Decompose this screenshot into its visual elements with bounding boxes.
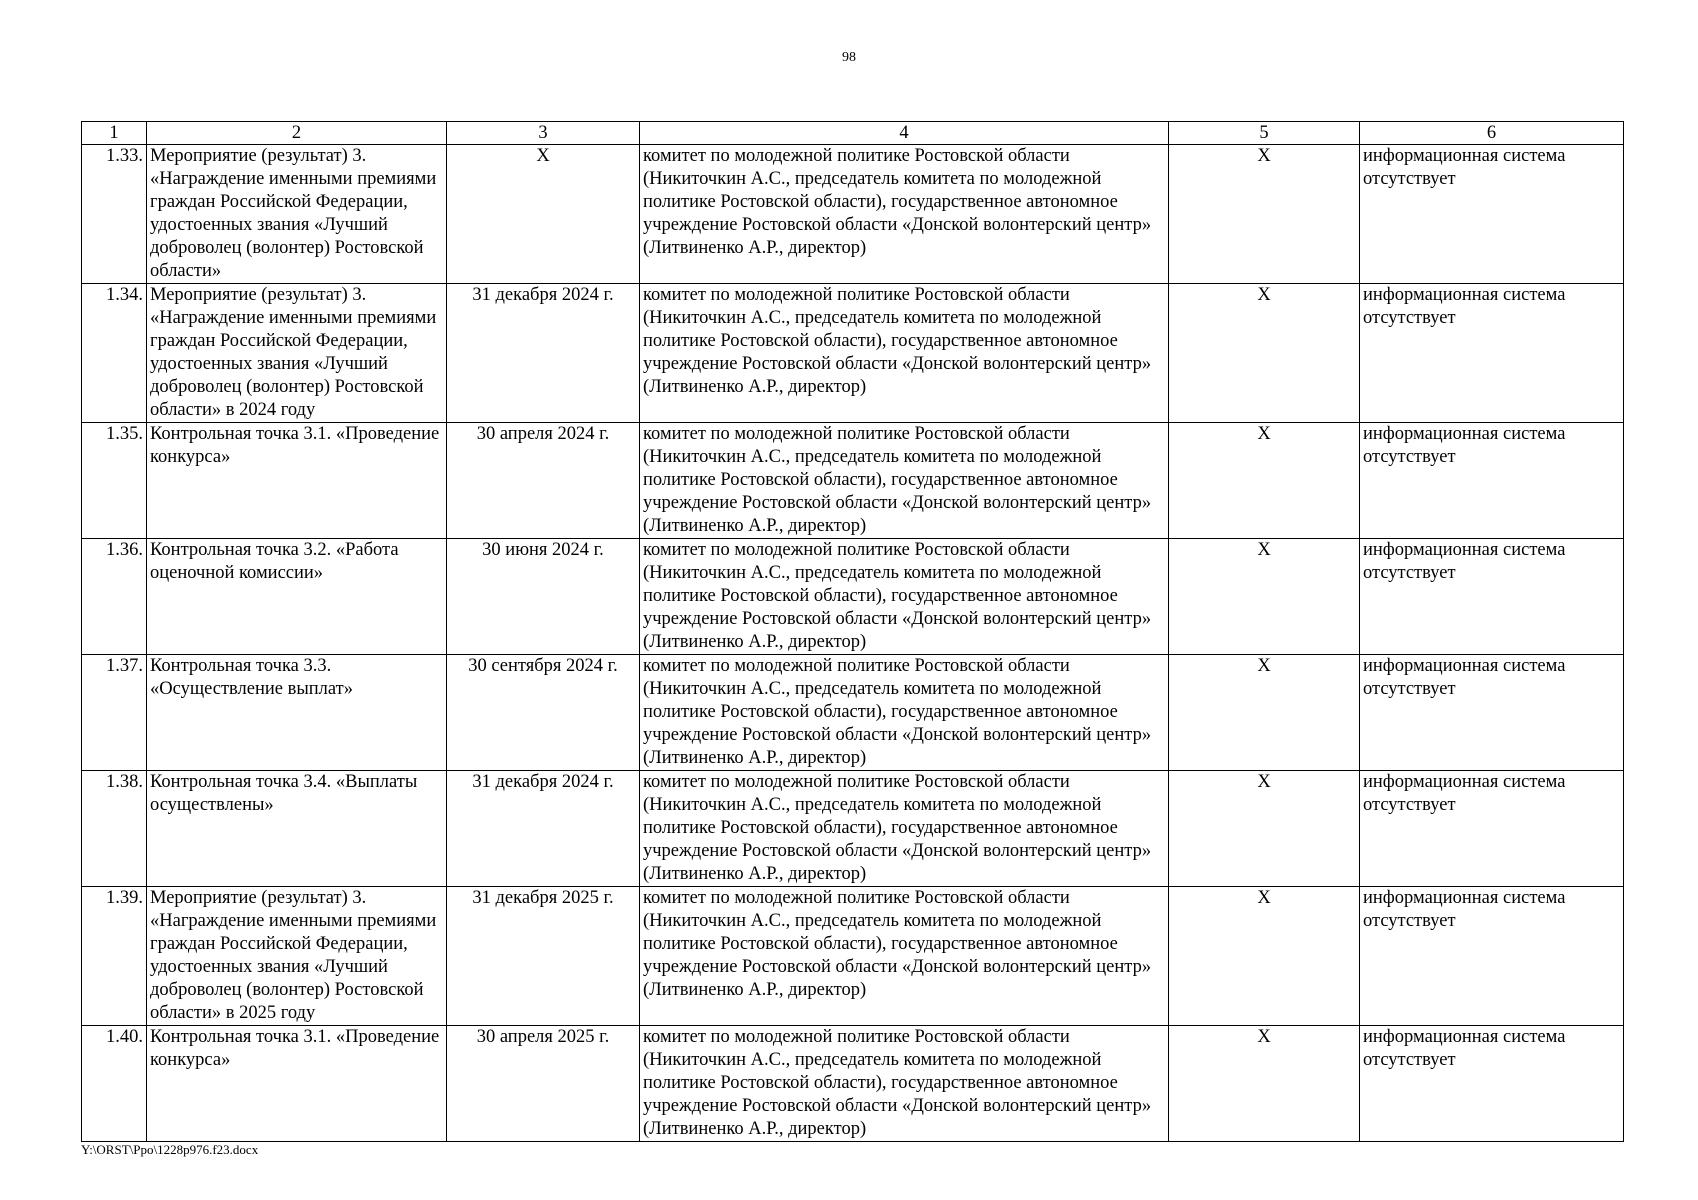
event-name-cell: Мероприятие (результат) 3. «Награждение именными премиями граждан Российской Федерации, удостоенных звания «Лучший доброволец (волонтер) Ростовской области» в 2025 году <box>147 887 447 1026</box>
table-row <box>82 284 1624 423</box>
column-header-5: 5 <box>1169 122 1360 145</box>
column-header-2: 2 <box>147 122 447 145</box>
table-row <box>82 887 1624 1026</box>
deadline-cell: 31 декабря 2024 г. <box>447 771 640 887</box>
row-number-cell: 1.34. <box>82 284 147 423</box>
responsible-cell: комитет по молодежной политике Ростовской области (Никиточкин А.С., председатель комитета по молодежной политике Ростовской области), государственное автономное учреждение Ростовской области «Донской волонтерский центр» (Литвиненко А.Р., директор) <box>640 284 1169 423</box>
event-name-cell: Контрольная точка 3.1. «Проведение конкурса» <box>147 1026 447 1142</box>
document-mark-cell: X <box>1169 1026 1360 1142</box>
document-mark-cell: X <box>1169 539 1360 655</box>
column-header-1: 1 <box>82 122 147 145</box>
document-mark-cell: X <box>1169 145 1360 284</box>
document-mark-cell: X <box>1169 423 1360 539</box>
event-name-cell: Контрольная точка 3.1. «Проведение конкурса» <box>147 423 447 539</box>
info-system-cell: информационная система отсутствует <box>1360 145 1624 284</box>
event-name-cell: Контрольная точка 3.2. «Работа оценочной комиссии» <box>147 539 447 655</box>
document-mark-cell: X <box>1169 284 1360 423</box>
responsible-cell: комитет по молодежной политике Ростовской области (Никиточкин А.С., председатель комитета по молодежной политике Ростовской области), государственное автономное учреждение Ростовской области «Донской волонтерский центр» (Литвиненко А.Р., директор) <box>640 655 1169 771</box>
column-header-3: 3 <box>447 122 640 145</box>
info-system-cell: информационная система отсутствует <box>1360 423 1624 539</box>
row-number-cell: 1.33. <box>82 145 147 284</box>
event-name-cell: Контрольная точка 3.3. «Осуществление выплат» <box>147 655 447 771</box>
responsible-cell: комитет по молодежной политике Ростовской области (Никиточкин А.С., председатель комитета по молодежной политике Ростовской области), государственное автономное учреждение Ростовской области «Донской волонтерский центр» (Литвиненко А.Р., директор) <box>640 887 1169 1026</box>
event-name-cell: Мероприятие (результат) 3. «Награждение именными премиями граждан Российской Федерации, удостоенных звания «Лучший доброволец (волонтер) Ростовской области» <box>147 145 447 284</box>
deadline-cell: 31 декабря 2024 г. <box>447 284 640 423</box>
info-system-cell: информационная система отсутствует <box>1360 887 1624 1026</box>
event-name-cell: Мероприятие (результат) 3. «Награждение именными премиями граждан Российской Федерации, удостоенных звания «Лучший доброволец (волонтер) Ростовской области» в 2024 году <box>147 284 447 423</box>
document-mark-cell: X <box>1169 887 1360 1026</box>
event-name-cell: Контрольная точка 3.4. «Выплаты осуществлены» <box>147 771 447 887</box>
table-row <box>82 423 1624 539</box>
table-header-row <box>82 122 1624 145</box>
table-row <box>82 145 1624 284</box>
responsible-cell: комитет по молодежной политике Ростовской области (Никиточкин А.С., председатель комитета по молодежной политике Ростовской области), государственное автономное учреждение Ростовской области «Донской волонтерский центр» (Литвиненко А.Р., директор) <box>640 423 1169 539</box>
row-number-cell: 1.37. <box>82 655 147 771</box>
table-body <box>82 122 1624 1142</box>
deadline-cell: 30 апреля 2025 г. <box>447 1026 640 1142</box>
info-system-cell: информационная система отсутствует <box>1360 771 1624 887</box>
deadline-cell: X <box>447 145 640 284</box>
table-row <box>82 1026 1624 1142</box>
row-number-cell: 1.36. <box>82 539 147 655</box>
deadline-cell: 30 сентября 2024 г. <box>447 655 640 771</box>
table-row <box>82 539 1624 655</box>
info-system-cell: информационная система отсутствует <box>1360 284 1624 423</box>
page-number: 98 <box>842 50 856 65</box>
column-header-4: 4 <box>640 122 1169 145</box>
info-system-cell: информационная система отсутствует <box>1360 655 1624 771</box>
deadline-cell: 31 декабря 2025 г. <box>447 887 640 1026</box>
document-mark-cell: X <box>1169 655 1360 771</box>
row-number-cell: 1.39. <box>82 887 147 1026</box>
row-number-cell: 1.38. <box>82 771 147 887</box>
responsible-cell: комитет по молодежной политике Ростовской области (Никиточкин А.С., председатель комитета по молодежной политике Ростовской области), государственное автономное учреждение Ростовской области «Донской волонтерский центр» (Литвиненко А.Р., директор) <box>640 145 1169 284</box>
info-system-cell: информационная система отсутствует <box>1360 539 1624 655</box>
deadline-cell: 30 июня 2024 г. <box>447 539 640 655</box>
row-number-cell: 1.35. <box>82 423 147 539</box>
row-number-cell: 1.40. <box>82 1026 147 1142</box>
deadline-cell: 30 апреля 2024 г. <box>447 423 640 539</box>
responsible-cell: комитет по молодежной политике Ростовской области (Никиточкин А.С., председатель комитета по молодежной политике Ростовской области), государственное автономное учреждение Ростовской области «Донской волонтерский центр» (Литвиненко А.Р., директор) <box>640 771 1169 887</box>
plan-table <box>81 121 1624 1142</box>
table-row <box>82 771 1624 887</box>
responsible-cell: комитет по молодежной политике Ростовской области (Никиточкин А.С., председатель комитета по молодежной политике Ростовской области), государственное автономное учреждение Ростовской области «Донской волонтерский центр» (Литвиненко А.Р., директор) <box>640 1026 1169 1142</box>
table-row <box>82 655 1624 771</box>
column-header-6: 6 <box>1360 122 1624 145</box>
responsible-cell: комитет по молодежной политике Ростовской области (Никиточкин А.С., председатель комитета по молодежной политике Ростовской области), государственное автономное учреждение Ростовской области «Донской волонтерский центр» (Литвиненко А.Р., директор) <box>640 539 1169 655</box>
document-mark-cell: X <box>1169 771 1360 887</box>
file-path-footer: Y:\ORST\Ppo\1228p976.f23.docx <box>81 1142 259 1157</box>
info-system-cell: информационная система отсутствует <box>1360 1026 1624 1142</box>
